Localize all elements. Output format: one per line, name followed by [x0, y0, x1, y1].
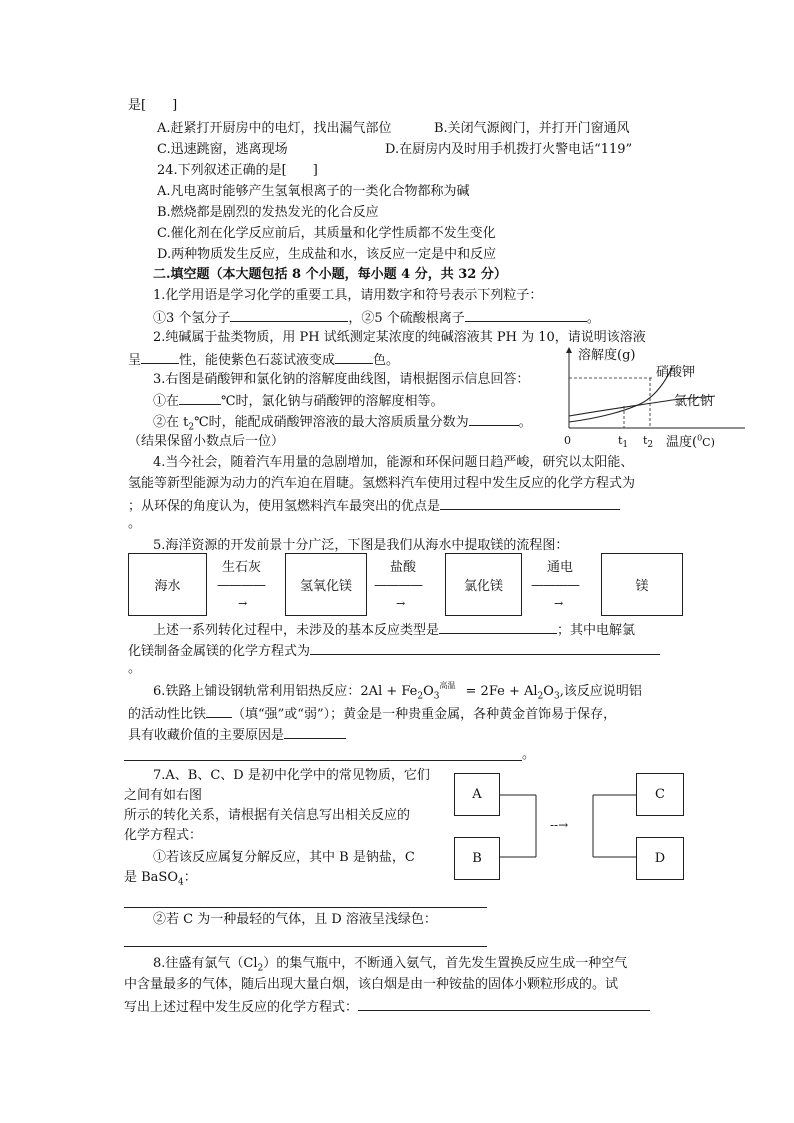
- f6-sub2: 3: [433, 691, 440, 702]
- f8-line-2: 中含量最多的气体，随后出现大量白烟，该白烟是由一种铵盐的固体小颗粒形成的。试: [124, 977, 619, 992]
- graph-t1-text: t: [618, 434, 623, 447]
- q23-option-b: B.关闭气源阀门，并打开门窗通风: [434, 121, 630, 136]
- f6-sub1: 2: [417, 691, 424, 702]
- q23-option-d: D.在厨房内及时用手机拨打火警电话“119”: [385, 142, 633, 157]
- f3-p2-end: 。: [518, 415, 532, 430]
- q24-stem: 24.下列叙述正确的是[ ]: [157, 163, 318, 178]
- graph-x-sup: 0: [697, 433, 703, 443]
- f6-line2-rest: （填“强”或“弱”）；黄金是一种贵重金属，各种黄金首饰易于保存，: [232, 707, 617, 722]
- flow-box-mg-hydroxide: 氢氧化镁: [285, 553, 367, 616]
- flow-arrow-1-dash: ————: [217, 578, 265, 593]
- graph-y-label: 溶解度(g): [578, 348, 636, 363]
- f6-eq-part2: = 2Fe + Al: [465, 684, 538, 699]
- f5-line-1: [153, 620, 635, 640]
- f7-line-3: 所示的转化关系，请根据有关信息写出相关反应的: [124, 808, 411, 823]
- f7-line-4: 化学方程式：: [124, 828, 203, 843]
- graph-curve-nacl-label: 氯化钠: [674, 394, 714, 409]
- f7-blank-1[interactable]: [124, 907, 487, 908]
- f6-eq-part3: ,该反应说明铝: [559, 684, 642, 699]
- f4-line3-text: ；从环保的角度认为，使用氢燃料汽车最突出的优点是: [128, 499, 441, 514]
- f2-part2: 性，能使紫色石蕊试液变成: [179, 353, 336, 368]
- flow-arrow-3-label: 通电: [547, 560, 574, 575]
- q24-option-b: B.燃烧都是剧烈的发热发光的化合反应: [157, 205, 379, 220]
- f3-note: （结果保留小数点后一位）: [128, 434, 285, 449]
- f1-part1-label: ①3 个氢分子: [153, 311, 231, 326]
- f7-part-1b: [124, 869, 197, 892]
- flow-box-seawater: 海水: [128, 553, 207, 616]
- f4-blank[interactable]: [440, 496, 620, 510]
- flow-arrow-1-label: 生石灰: [222, 560, 262, 575]
- f7-blank-2[interactable]: [124, 946, 487, 947]
- q23-stem-tail: 是[ ]: [128, 98, 178, 113]
- diagram-arrow: --→: [550, 818, 569, 832]
- f6-sub3: 2: [537, 691, 544, 702]
- f6-mid2: O: [543, 684, 554, 699]
- f3-p2-text: ℃时，能配成硝酸钾溶液的最大溶质质量分数为: [194, 415, 469, 430]
- graph-curve-kno3-label: 硝酸钾: [656, 365, 696, 380]
- f5-line-2: [128, 641, 660, 661]
- f8-sub: 2: [257, 963, 264, 974]
- graph-t1-label: [618, 434, 628, 450]
- f7-part-2: ②若 C 为一种最轻的气体，且 D 溶液呈浅绿色：: [153, 912, 437, 927]
- f3-part-1: [153, 391, 444, 411]
- flow-arrow-2-label: 盐酸: [390, 560, 417, 575]
- f5-line1-end: ；其中电解氯: [557, 623, 636, 638]
- q24-option-a: A.凡电离时能够产生氢氧根离子的一类化合物都称为碱: [157, 184, 470, 199]
- f6-line-3: [128, 725, 346, 745]
- f7-p1b-text: 是 BaSO: [124, 870, 178, 885]
- graph-t2-sub: 2: [647, 440, 654, 451]
- f6-end: 。: [522, 747, 536, 762]
- flow-arrow-3-head: →: [554, 597, 564, 610]
- flow-box-mg-chloride: 氯化镁: [445, 553, 522, 616]
- f1-blank-2[interactable]: [465, 308, 587, 322]
- graph-t2-text: t: [643, 434, 648, 447]
- diagram-box-b: B: [454, 837, 500, 880]
- f8-line1-text: 8.往盛有氯气（Cl: [153, 956, 258, 971]
- f8-line-1: [153, 955, 627, 978]
- f1-stem: 1.化学用语是学习化学的重要工具，请用数字和符号表示下列粒子：: [153, 288, 543, 303]
- q23-option-c: C.迅速跳窗，逃离现场: [157, 142, 288, 157]
- f6-line-1: [153, 683, 642, 706]
- f6-mid1: O: [423, 684, 434, 699]
- f3-blank-1[interactable]: [179, 391, 221, 405]
- f8-blank[interactable]: [358, 997, 650, 1011]
- f2-line-1: 2.纯碱属于盐类物质，用 PH 试纸测定某浓度的纯碱溶液其 PH 为 10，请说明该溶液: [153, 330, 646, 345]
- diagram-box-a: A: [454, 773, 500, 816]
- f4-line-1: 4.当今社会，随着汽车用量的急剧增加，能源和环保问题日趋严峻，研究以太阳能、: [153, 455, 634, 470]
- f5-stem: 5.海洋资源的开发前景十分广泛，下图是我们从海水中提取镁的流程图：: [153, 538, 569, 553]
- f7-p1-sub: 4: [178, 877, 184, 888]
- f2-blank-1[interactable]: [141, 350, 179, 364]
- f6-line-2: [128, 704, 616, 724]
- f6-cond-text: 高温: [439, 681, 456, 690]
- f5-line2-text: 化镁制备金属镁的化学方程式为: [128, 644, 311, 659]
- graph-origin: 0: [564, 434, 571, 447]
- graph-t2-label: [643, 434, 653, 450]
- f7-line-2: 之间有如右图: [124, 788, 203, 803]
- f7-part-1: ①若该反应属复分解反应，其中 B 是钠盐，C: [153, 850, 415, 865]
- f8-line1-rest: ）的集气瓶中，不断通入氨气，首先发生置换反应生成一种空气: [263, 956, 628, 971]
- f5-line1-text: 上述一系列转化过程中，未涉及的基本反应类型是: [153, 623, 440, 638]
- f3-stem: 3.右图是硝酸钾和氯化钠的溶解度曲线图，请根据图示信息回答：: [153, 372, 530, 387]
- f7-line-1: 7.A、B、C、D 是初中化学中的常见物质，它们: [153, 768, 430, 783]
- f7-p1-colon: ：: [183, 870, 197, 885]
- flow-box-magnesium: 镁: [601, 553, 683, 616]
- q24-option-d: D.两种物质发生反应，生成盐和水，该反应一定是中和反应: [157, 247, 497, 262]
- f6-blank-1[interactable]: [206, 704, 232, 718]
- flow-arrow-3-dash: ————: [531, 578, 579, 593]
- f3-p2-label: ②在 t: [153, 415, 189, 430]
- f8-line3-text: 写出上述过程中发生反应的化学方程式：: [124, 1000, 359, 1015]
- graph-t1-sub: 1: [622, 440, 629, 451]
- f6-blank-3[interactable]: [124, 760, 522, 761]
- flow-arrow-2-head: →: [396, 597, 406, 610]
- f5-blank-2[interactable]: [310, 641, 660, 655]
- f1-blank-1[interactable]: [230, 308, 348, 322]
- f6-sub4: 3: [553, 691, 560, 702]
- flow-arrow-1-head: →: [238, 597, 248, 610]
- f2-part1: 呈: [128, 353, 142, 368]
- f5-blank-1[interactable]: [439, 620, 557, 634]
- flow-arrow-2-dash: ————: [374, 578, 422, 593]
- f1-answers: [153, 308, 600, 328]
- f3-p1-text: ℃时，氯化钠与硝酸钾的溶解度相等。: [221, 394, 444, 409]
- f3-p2-sub: 2: [188, 422, 195, 433]
- f8-line-3: [124, 997, 650, 1017]
- diagram-box-d: D: [636, 837, 684, 880]
- f2-line-2: [128, 350, 399, 370]
- f3-p1-label: ①在: [153, 394, 180, 409]
- graph-x-label: [666, 431, 715, 450]
- f6-line2-text: 的活动性比铁: [128, 707, 207, 722]
- f4-line-3: [128, 496, 620, 516]
- q23-option-a: A.赶紧打开厨房中的电灯，找出漏气部位: [157, 121, 392, 136]
- f5-end: 。: [128, 661, 142, 676]
- f3-blank-2[interactable]: [469, 412, 519, 426]
- f4-line-2: 氢能等新型能源为动力的汽车迫在眉睫。氢燃料汽车使用过程中发生反应的化学方程式为: [128, 476, 636, 491]
- f4-end: 。: [128, 516, 142, 531]
- f2-part3: 色。: [373, 353, 400, 368]
- diagram-box-c: C: [636, 773, 684, 816]
- f6-line3-text: 具有收藏价值的主要原因是: [128, 728, 285, 743]
- graph-x-unit: C): [702, 436, 715, 449]
- section-heading: 二.填空题（本大题包括 8 个小题，每小题 4 分，共 32 分）: [153, 267, 507, 282]
- f6-blank-2[interactable]: [284, 725, 346, 739]
- f1-part2-label: ，②5 个硫酸根离子: [348, 311, 465, 326]
- q24-option-c: C.催化剂在化学反应前后，其质量和化学性质都不发生变化: [157, 226, 496, 241]
- graph-x-text: 温度(: [666, 435, 698, 450]
- f2-blank-2[interactable]: [335, 350, 373, 364]
- f6-eq-part1: 6.铁路上铺设钢轨常利用铝热反应：2Al + Fe: [153, 684, 418, 699]
- solubility-graph: [560, 342, 760, 452]
- abcd-diagram: [450, 770, 690, 885]
- f6-condition: [440, 683, 466, 701]
- f1-end: 。: [586, 311, 600, 326]
